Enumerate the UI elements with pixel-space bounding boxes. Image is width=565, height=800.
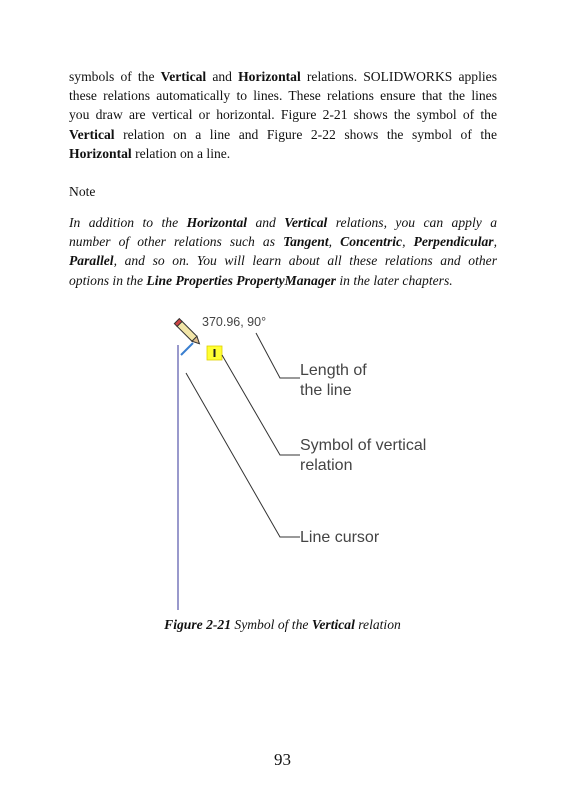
paragraph-line: these relations automatically to lines. These relations ensure that the lines: [69, 88, 497, 104]
paragraph-line: Vertical relation on a line and Figure 2-22 shows the symbol of the: [69, 126, 497, 142]
body-paragraph: [69, 67, 497, 163]
note-label: Note: [69, 184, 96, 199]
note-paragraph: [69, 213, 497, 290]
callout-length-line2: the line: [300, 382, 352, 399]
pencil-cursor-icon: [174, 319, 202, 347]
note-line: Parallel, and so on. You will learn about all these relations and other: [69, 253, 497, 269]
callout-length-line1: Length of: [300, 362, 367, 379]
paragraph-line: you draw are vertical or horizontal. Figure 2-21 shows the symbol of the: [69, 107, 497, 123]
leader-symbol: [222, 355, 300, 455]
vertical-relation-icon: [207, 346, 222, 360]
paragraph-line: Horizontal relation on a line.: [69, 145, 231, 161]
note-line: options in the Line Properties PropertyManager in the later chapters.: [69, 272, 453, 288]
page-number: 93: [274, 750, 291, 769]
figure-caption: Figure 2-21 Symbol of the Vertical relation: [164, 617, 401, 632]
leader-length: [256, 333, 300, 378]
note-line: In addition to the Horizontal and Vertical relations, you can apply a: [69, 215, 497, 230]
callout-cursor: Line cursor: [300, 529, 380, 546]
dimension-readout: 370.96, 90°: [202, 315, 267, 329]
callout-symbol-line1: Symbol of vertical: [300, 437, 427, 454]
figure-2-21: [160, 305, 427, 615]
callout-symbol-line2: relation: [300, 457, 353, 474]
note-line: number of other relations such as Tangent, Concentric, Perpendicular,: [69, 234, 497, 250]
paragraph-line: symbols of the Vertical and Horizontal relations. SOLIDWORKS applies: [69, 69, 497, 84]
cursor-tick: [181, 343, 193, 355]
